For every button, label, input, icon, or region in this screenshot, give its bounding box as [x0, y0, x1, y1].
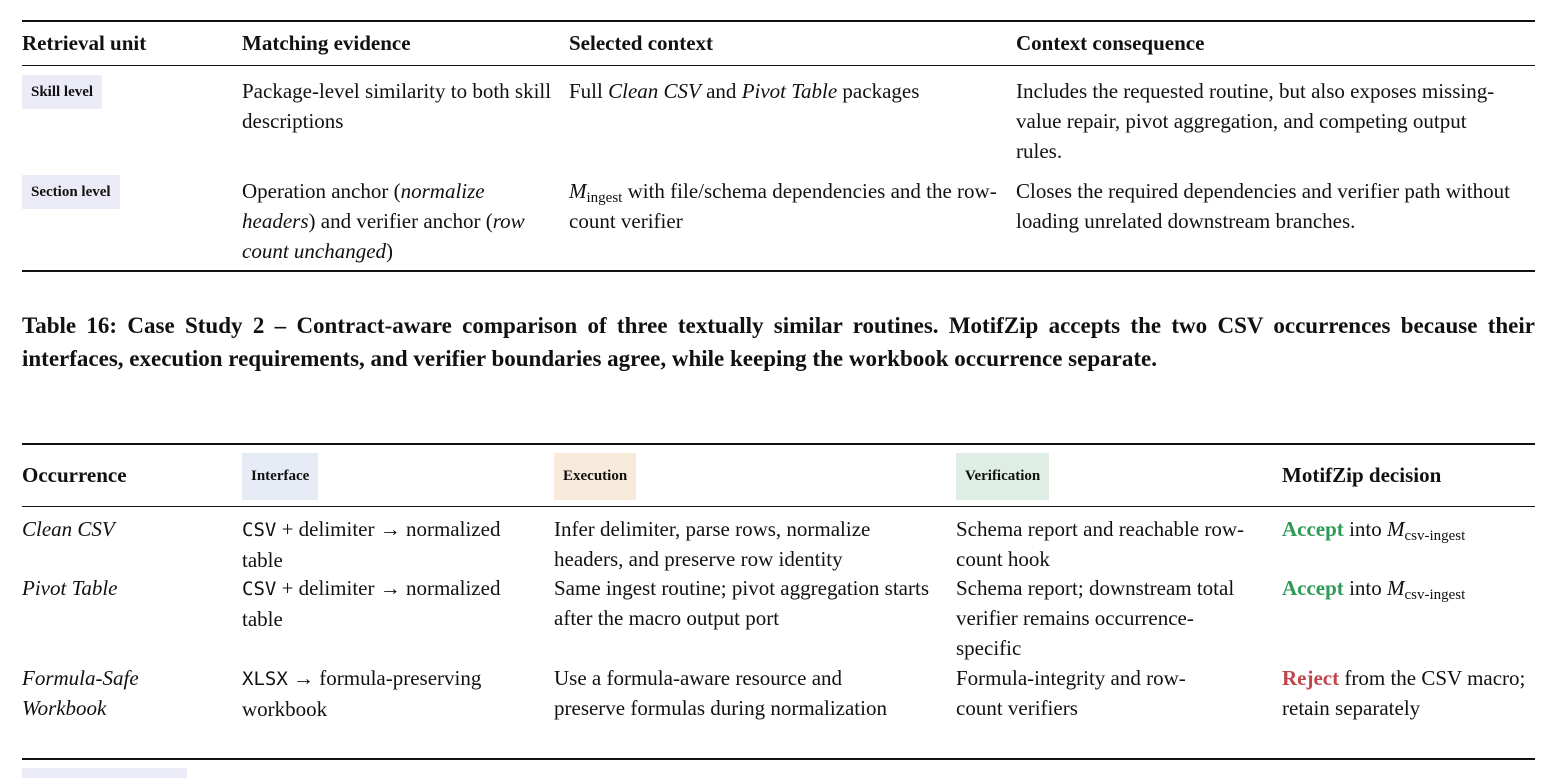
interface-pivot-table: CSV + delimiter → normalized table: [242, 576, 501, 631]
unit-tag-section-level: Section level: [22, 175, 120, 209]
interface-clean-csv: CSV + delimiter → normalized table: [242, 517, 501, 572]
top-table-header-rule: [22, 65, 1535, 66]
occurrence-formula-safe-workbook: Formula-Safe Workbook: [22, 666, 139, 720]
decision-pivot-table: Accept into $M_{csv-ingest}$: [1282, 576, 1466, 603]
header-selected-context: Selected context: [569, 31, 714, 55]
header-context-consequence: Context consequence: [1016, 31, 1205, 55]
evidence-section-level: Operation anchor (normalize headers) and verifier anchor (row count unchanged): [242, 179, 525, 263]
consequence-section-level: Closes the required dependencies and verifier path without loading unrelated downstream branches.: [1016, 179, 1510, 233]
execution-clean-csv: Infer delimiter, parse rows, normalize headers, and preserve row identity: [554, 517, 871, 571]
consequence-skill-level: Includes the requested routine, but also exposes missing-value repair, pivot aggregation, and competing output rules.: [1016, 79, 1495, 163]
decision-formula-safe-workbook: Reject from the CSV macro; retain separately: [1282, 666, 1526, 720]
top-table-bottom-rule: [22, 270, 1535, 272]
next-table-tag: [22, 768, 187, 778]
top-table-top-rule: [22, 20, 1535, 22]
occurrence-pivot-table: Pivot Table: [22, 576, 118, 600]
occurrence-clean-csv: Clean CSV: [22, 517, 115, 541]
header-motifzip-decision: MotifZip decision: [1282, 463, 1442, 487]
bottom-table-top-rule: [22, 443, 1535, 445]
bottom-table-header-rule: [22, 506, 1535, 507]
execution-formula-safe-workbook: Use a formula-aware resource and preserve formulas during normalization: [554, 666, 887, 720]
header-interface: Interface: [242, 453, 318, 500]
context-section-level: $M_{ingest}$ with file/schema dependencies and the row-count verifier: [569, 179, 997, 233]
header-matching-evidence: Matching evidence: [242, 31, 411, 55]
table-16-caption: Table 16: Case Study 2 – Contract-aware comparison of three textually similar routines. MotifZip accepts the two CSV occurrences because their interfaces, execution requirements, and verifier boundaries agree, while keeping the workbook occurrence separate.: [22, 313, 1535, 371]
execution-pivot-table: Same ingest routine; pivot aggregation starts after the macro output port: [554, 576, 930, 630]
header-retrieval-unit: Retrieval unit: [22, 31, 147, 55]
verification-formula-safe-workbook: Formula-integrity and row-count verifiers: [956, 666, 1186, 720]
verification-pivot-table: Schema report; downstream total verifier remains occurrence-specific: [956, 576, 1235, 660]
unit-tag-skill-level: Skill level: [22, 75, 102, 109]
context-skill-level: Full Clean CSV and Pivot Table packages: [569, 79, 920, 103]
header-execution: Execution: [554, 453, 636, 500]
decision-clean-csv: Accept into $M_{csv-ingest}$: [1282, 517, 1466, 544]
verification-clean-csv: Schema report and reachable row-count hook: [956, 517, 1245, 571]
evidence-skill-level: Package-level similarity to both skill descriptions: [242, 79, 552, 133]
header-verification: Verification: [956, 453, 1049, 500]
interface-formula-safe-workbook: XLSX → formula-preserving workbook: [242, 666, 482, 721]
header-occurrence: Occurrence: [22, 463, 127, 487]
bottom-table-bottom-rule: [22, 758, 1535, 760]
